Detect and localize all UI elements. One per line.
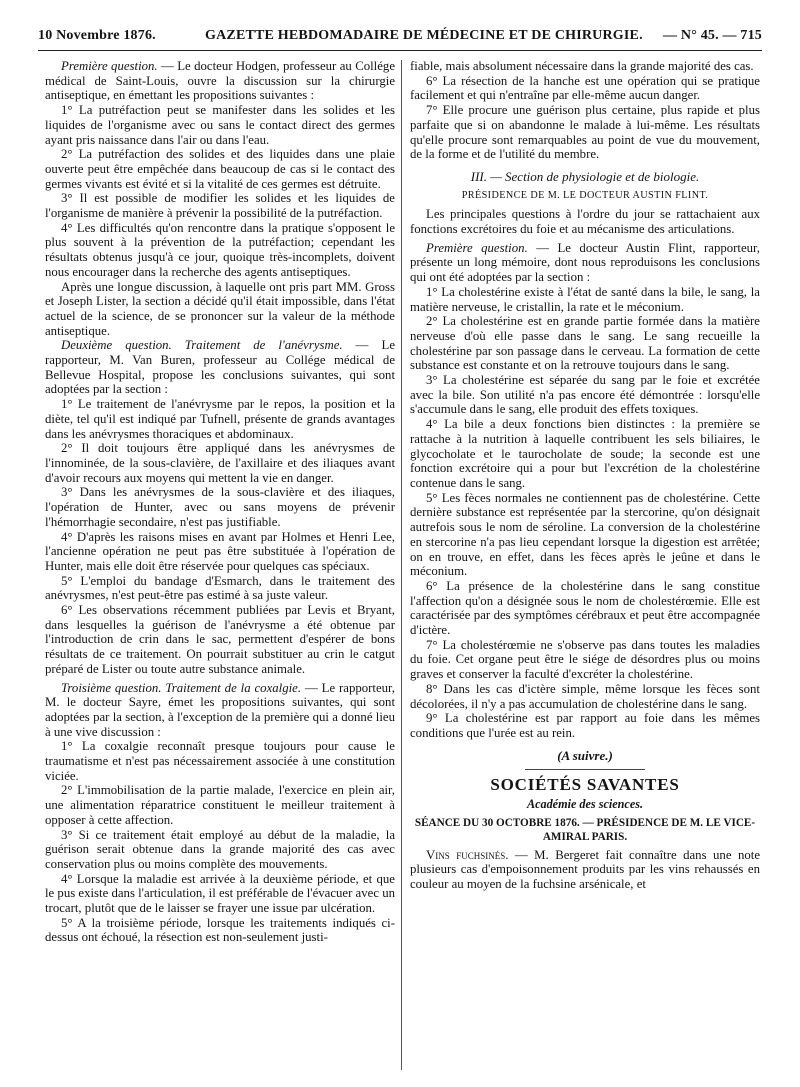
q3-item: 4° Lorsque la maladie est arrivée à la deuxième période, et que le pus existe dans l'articulation, il est préférable de l'évacuer avec un trocart, plutôt que de le laisser se frayer une issue par ulcération.: [45, 871, 395, 916]
to-be-continued: (A suivre.): [557, 747, 613, 763]
q1-paragraph: [45, 59, 395, 103]
vins-lead: Vins fuchsinés.: [426, 847, 509, 862]
separator-line: [525, 769, 645, 770]
q3-item: 5° A la troisième période, lorsque les traitements indiqués ci-dessus ont échoué, la résection est non-seulement justi-: [45, 915, 395, 945]
q3-item: 2° L'immobilisation de la partie malade, l'exercice en plein air, une alimentation réparatrice constituent le meilleur traitement à opposer à cette affection.: [45, 783, 395, 827]
seance-heading: SÉANCE DU 30 OCTOBRE 1876. — PRÉSIDENCE DE M. LE VICE-AMIRAL PARIS.: [414, 816, 756, 843]
q2-item: 6° Les observations récemment publiées par Levis et Bryant, dans lesquelles la guérison de l'anévrysme a été obtenue par l'introduction de crin dans le sac, permettent d'espérer de bons résultats de ce traitement. On pourrait substituer au crin le catgut préparé de Lister ou toute autre substance animale.: [45, 603, 395, 676]
q1-lead: Première question.: [61, 59, 158, 73]
q1-conclusion: Après une longue discussion, à laquelle ont pris part MM. Gross et Joseph Lister, la section a décidé qu'il était impossible, dans l'état actuel de la science, de se prononcer sur la valeur de la méthode antiseptique.: [45, 279, 395, 338]
q3-item: 7° Elle procure une guérison plus certaine, plus rapide et plus parfaite que si on abandonne le malade à lui-même. Les résultats qu'elle procure sont remarquables au point de vue du mouvement, de la forme et de l'utilité du membre.: [410, 103, 760, 162]
q2-lead: Deuxième question. Traitement de l'anévrysme.: [61, 338, 343, 353]
q1-item: 4° Les difficultés qu'on rencontre dans la pratique s'opposent le plus souvent à la prévention de la putréfaction; cependant les résultats obtenus jusqu'à ce jour, quoique très-incomplets, doivent nous encourager dans la recherche des agents antiseptiques.: [45, 220, 395, 279]
q2-item: 4° D'après les raisons mises en avant par Holmes et Henri Lee, l'ancienne opération ne peut pas être substituée à l'opération de Hunter, mais elle doit être réservée pour quelques cas spéciaux.: [45, 529, 395, 573]
q2-intro: — Le rapporteur, M. Van Buren, professeur au Collége médical de Bellevue Hospital, propose les conclusions suivantes, qui sont adoptées par la section :: [45, 338, 395, 397]
s3-item: 1° La cholestérine existe à l'état de santé dans la bile, le sang, la matière nerveuse, le cristallin, la rate et le méconium.: [410, 284, 760, 314]
q2-item: 5° L'emploi du bandage d'Esmarch, dans le traitement des anévrysmes, n'est peut-être pas estimé à sa juste valeur.: [45, 573, 395, 603]
header-date: 10 Novembre 1876.: [38, 28, 156, 43]
s3-item: 8° Dans les cas d'ictère simple, même lorsque les fèces sont décolorées, il n'y a pas accumulation de cholestérine dans le sang.: [410, 681, 760, 711]
q1-item: 3° Il est possible de modifier les solides et les liquides de l'organisme de manière à prévenir la possibilité de la putréfaction.: [45, 191, 395, 221]
section-intro: Les principales questions à l'ordre du jour se rattachaient aux fonctions excrétoires du foie et au mécanisme des articulations.: [410, 207, 760, 237]
q3-intro: — Le rapporteur, M. le docteur Sayre, émet les propositions suivantes, qui sont adoptées par la section, à l'exception de la première qui a donné lieu à une vive discussion :: [45, 680, 395, 739]
section-heading: III. — Section de physiologie et de biologie.: [470, 168, 700, 184]
q2-item: 3° Dans les anévrysmes de la sous-clavière et des iliaques, l'opération de Hunter, avec ou sans moyens de prévenir l'hémorrhagie secondaire, n'est pas justifiable.: [45, 485, 395, 529]
right-column: [410, 59, 760, 1077]
s3-item: 2° La cholestérine est en grande partie formée dans la matière nerveuse d'où elle passe dans le sang. Le sang recueille la cholestérine par son passage dans le cerveau. La formation de cette substance est constante et on la retrouve toujours dans le sang.: [410, 314, 760, 373]
q2-item: 1° Le traitement de l'anévrysme par le repos, la position et la diète, tel qu'il est indiqué par Tufnell, présente de grands avantages dans les anévrysmes thoraciques et abdominaux.: [45, 397, 395, 441]
left-column: [45, 59, 395, 1077]
academie-heading: Académie des sciences.: [526, 797, 644, 812]
s3-q1-paragraph: [410, 241, 760, 285]
section-presidence: PRÉSIDENCE DE M. LE DOCTEUR AUSTIN FLINT.: [461, 189, 709, 201]
vins-text: — M. Bergeret fait connaître dans une note plusieurs cas d'empoisonnement produits par les vins rehaussés en couleur au moyen de la fuchsine arsénicale, et: [410, 847, 760, 892]
s3-item: 7° La cholestérœmie ne s'observe pas dans toutes les maladies du foie. Cet organe peut être le siége de désordres plus ou moins graves et conserver la faculté d'excréter la cholestérine.: [410, 637, 760, 682]
s3-item: 3° La cholestérine est séparée du sang par le foie et excrétée avec la bile. Son utilité n'a pas encore été démontrée : lorsqu'elle s'accumule dans le sang, elle produit des effets toxiques.: [410, 373, 760, 417]
s3-item: 9° La cholestérine est par rapport au foie dans les mêmes conditions que l'urée est au rein.: [410, 711, 760, 740]
q2-item: 2° Il doit toujours être appliqué dans les anévrysmes de l'innominée, de la sous-clavière, de l'axillaire et des iliaques avant d'avoir recours aux moyens qui mettent la vie en danger.: [45, 441, 395, 485]
page-header: [38, 28, 762, 51]
societes-heading: SOCIÉTÉS SAVANTES: [490, 775, 680, 795]
q1-item: 2° La putréfaction des solides et des liquides dans une plaie ouverte peut être empêchée dans beaucoup de cas si le contact des germes vivants est évité et si la vitalité de ces germes est détruite.: [45, 147, 395, 191]
s3-q1-lead: Première question.: [426, 240, 528, 255]
q2-paragraph: [45, 338, 395, 397]
s3-item: 5° Les fèces normales ne contiennent pas de cholestérine. Cette dernière substance est représentée par la stercorine, qu'on désignait autrefois sous le nom de séroline. La conversion de la cholestérine en stercorine n'a pas lieu cependant lorsque la digestion est arrêtée; on en trouve, en effet, dans les fèces après le jeûne et dans le méconium.: [410, 490, 760, 579]
q1-intro: — Le docteur Hodgen, professeur au Collége médical de Saint-Louis, ouvre la discussion sur la chirurgie antiseptique, en émettant les propositions suivantes :: [45, 59, 395, 103]
s3-q1-intro: — Le docteur Austin Flint, rapporteur, présente un long mémoire, dont nous reproduisons les conclusions qui ont été adoptées par la section :: [410, 240, 760, 285]
vins-paragraph: [410, 848, 760, 892]
q3-item: 1° La coxalgie reconnaît presque toujours pour cause le traumatisme et n'est pas nécessairement associée à une constitution viciée.: [45, 739, 395, 783]
q3-item: 3° Si ce traitement était employé au début de la maladie, la guérison serait obtenue dans la grande majorité des cas avec conservation plus ou moins complète des mouvements.: [45, 827, 395, 871]
s3-item: 4° La bile a deux fonctions bien distinctes : la première se rattache à la nutrition à laquelle contribuent les sels biliaires, le glycocholate et le taurocholate de soude; la seconde est une fonction excrétoire qui a pour but l'excrétion de la cholestérine contenue dans le sang.: [410, 417, 760, 490]
header-issue-page: — N° 45. — 715: [662, 28, 762, 43]
column-divider: [401, 60, 402, 1070]
continuation-text: fiable, mais absolument nécessaire dans la grande majorité des cas.: [410, 59, 754, 73]
q3-paragraph: [45, 681, 395, 740]
s3-item: 6° La présence de la cholestérine dans le sang constitue l'affection qu'on a désignée sous le nom de cholestérœmie. Elle est caractérisée par des symptômes cérébraux et peut être accompagnée d'ictère.: [410, 578, 760, 638]
header-journal-title: GAZETTE HEBDOMADAIRE DE MÉDECINE ET DE CHIRURGIE.: [205, 28, 643, 43]
q3-item: 6° La résection de la hanche est une opération qui se pratique facilement et qui n'entraîne par elle-même aucun danger.: [410, 73, 760, 103]
q1-item: 1° La putréfaction peut se manifester dans les solides et les liquides de l'organisme avec ou sans le contact direct des germes ayant pris naissance dans l'air ou dans l'eau.: [45, 103, 395, 147]
q3-lead: Troisième question. Traitement de la coxalgie.: [61, 680, 302, 695]
